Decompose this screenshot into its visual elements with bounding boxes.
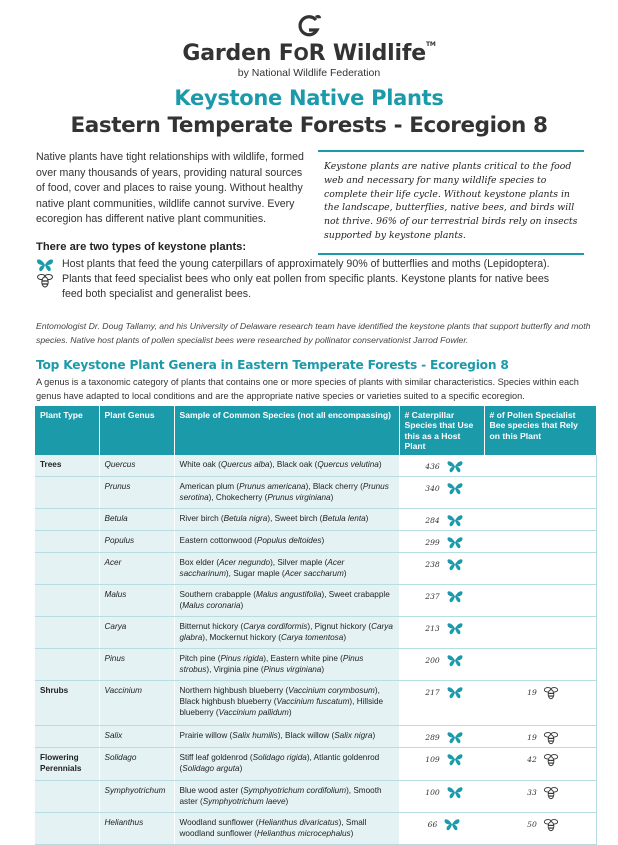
cell-pollen-count bbox=[484, 585, 596, 617]
butterfly-icon bbox=[446, 730, 464, 745]
caterpillar-count: 109 bbox=[425, 755, 440, 765]
table-row bbox=[35, 726, 596, 748]
table-row bbox=[35, 681, 596, 726]
cell-common-species: Northern highbush blueberry (Vaccinium corymbosum), Black highbush blueberry (Vaccinium fuscatum), Hillside blueberry (Vaccinium pallidum) bbox=[174, 681, 399, 726]
caterpillar-count: 217 bbox=[425, 688, 440, 698]
cell-caterpillar-count bbox=[399, 509, 484, 531]
butterfly-icon bbox=[446, 785, 464, 800]
cell-plant-type bbox=[35, 585, 99, 617]
butterfly-icon bbox=[446, 752, 464, 767]
cell-plant-type: Flowering Perennials bbox=[35, 748, 99, 781]
table-header-row bbox=[35, 406, 596, 455]
cell-common-species: White oak (Quercus alba), Black oak (Quercus velutina) bbox=[174, 455, 399, 477]
cell-caterpillar-count bbox=[399, 781, 484, 813]
cell-plant-genus: Betula bbox=[99, 509, 174, 531]
cell-caterpillar-count bbox=[399, 455, 484, 477]
col-pollen-specialist: # of Pollen Specialist Bee species that Rely on this Plant bbox=[484, 406, 596, 455]
caterpillar-count: 289 bbox=[425, 733, 440, 743]
butterfly-icon bbox=[446, 535, 464, 550]
table-row bbox=[35, 553, 596, 585]
cell-pollen-count bbox=[484, 813, 596, 845]
caterpillar-count: 200 bbox=[425, 656, 440, 666]
cell-plant-type bbox=[35, 531, 99, 553]
cell-common-species: River birch (Betula nigra), Sweet birch (Betula lenta) bbox=[174, 509, 399, 531]
cell-caterpillar-count bbox=[399, 553, 484, 585]
pollen-count: 42 bbox=[527, 755, 537, 765]
cell-pollen-count bbox=[484, 531, 596, 553]
cell-common-species: Woodland sunflower (Helianthus divaricatus), Small woodland sunflower (Helianthus microcephalus) bbox=[174, 813, 399, 845]
cell-common-species: Stiff leaf goldenrod (Solidago rigida), Atlantic goldenrod (Solidago arguta) bbox=[174, 748, 399, 781]
caterpillar-count: 237 bbox=[425, 592, 440, 602]
cell-plant-genus: Carya bbox=[99, 617, 174, 649]
cell-common-species: Pitch pine (Pinus rigida), Eastern white pine (Pinus strobus), Virginia pine (Pinus virginiana) bbox=[174, 649, 399, 681]
attribution: Entomologist Dr. Doug Tallamy, and his University of Delaware research team have identified the keystone plants that support butterfly and moth species. Native host plants of pollen specialist bees were researched by pollinator conservationist Jarrod Fowler. bbox=[36, 321, 591, 345]
table-row bbox=[35, 531, 596, 553]
pollen-count: 19 bbox=[527, 688, 537, 698]
butterfly-icon bbox=[446, 557, 464, 572]
cell-caterpillar-count bbox=[399, 649, 484, 681]
table-row bbox=[35, 813, 596, 845]
garden-logo-icon bbox=[296, 14, 322, 38]
section-text: A genus is a taxonomic category of plants that contains one or more species of plants with similar characteristics. Species within each genus have adapted to local conditions and are the appropriate native species or varieties suited to a specific ecoregion. bbox=[36, 377, 579, 401]
caterpillar-count: 213 bbox=[425, 624, 440, 634]
cell-pollen-count bbox=[484, 726, 596, 748]
cell-pollen-count bbox=[484, 748, 596, 781]
table-row bbox=[35, 748, 596, 781]
table-row bbox=[35, 649, 596, 681]
cell-plant-genus: Salix bbox=[99, 726, 174, 748]
intro-paragraph: Native plants have tight relationships with wildlife, formed over many thousands of years, providing natural sources of food, cover and places to raise young. Without healthy native plant communities, wildlife cannot survive. Every ecoregion has different native plant communities. bbox=[36, 151, 304, 226]
page-title: Keystone Native Plants bbox=[174, 86, 444, 110]
logo-brand: Garden FOR Wildlife™ bbox=[182, 41, 436, 66]
cell-common-species: Eastern cottonwood (Populus deltoides) bbox=[174, 531, 399, 553]
cell-pollen-count bbox=[484, 681, 596, 726]
cell-plant-genus: Symphyotrichum bbox=[99, 781, 174, 813]
bee-icon bbox=[543, 817, 559, 832]
butterfly-icon bbox=[446, 621, 464, 636]
butterfly-icon bbox=[446, 653, 464, 668]
cell-plant-type bbox=[35, 477, 99, 509]
col-plant-type: Plant Type bbox=[35, 406, 99, 455]
cell-caterpillar-count bbox=[399, 681, 484, 726]
cell-plant-type: Shrubs bbox=[35, 681, 99, 726]
cell-plant-type bbox=[35, 553, 99, 585]
cell-plant-type bbox=[35, 649, 99, 681]
cell-plant-genus: Pinus bbox=[99, 649, 174, 681]
cell-plant-type bbox=[35, 781, 99, 813]
cell-caterpillar-count bbox=[399, 726, 484, 748]
caterpillar-count: 100 bbox=[425, 788, 440, 798]
caterpillar-count: 436 bbox=[425, 461, 440, 471]
cell-caterpillar-count bbox=[399, 585, 484, 617]
table-row bbox=[35, 509, 596, 531]
bee-icon bbox=[36, 272, 54, 288]
cell-plant-genus: Populus bbox=[99, 531, 174, 553]
col-common-species: Sample of Common Species (not all encompassing) bbox=[174, 406, 399, 455]
types-heading: There are two types of keystone plants: bbox=[36, 241, 247, 253]
cell-caterpillar-count bbox=[399, 748, 484, 781]
caterpillar-count: 340 bbox=[425, 484, 440, 494]
butterfly-icon bbox=[446, 481, 464, 496]
bee-text-2: feed both specialist and generalist bees. bbox=[62, 288, 252, 300]
cell-pollen-count bbox=[484, 477, 596, 509]
cell-common-species: Southern crabapple (Malus angustifolia), Sweet crabapple (Malus coronaria) bbox=[174, 585, 399, 617]
keystone-table bbox=[35, 406, 597, 845]
bee-icon bbox=[543, 685, 559, 700]
caterpillar-count: 284 bbox=[425, 516, 440, 526]
cell-plant-type bbox=[35, 726, 99, 748]
cell-common-species: Bitternut hickory (Carya cordiformis), Pignut hickory (Carya glabra), Mockernut hickory (Carya tomentosa) bbox=[174, 617, 399, 649]
cell-plant-type bbox=[35, 813, 99, 845]
cell-pollen-count bbox=[484, 617, 596, 649]
bee-icon bbox=[543, 730, 559, 745]
bee-icon bbox=[543, 785, 559, 800]
table-row bbox=[35, 455, 596, 477]
cell-caterpillar-count bbox=[399, 813, 484, 845]
bee-text-1: Plants that feed specialist bees who only eat pollen from specific plants. Keystone plants for native bees bbox=[62, 273, 550, 285]
pollen-count: 50 bbox=[527, 820, 537, 830]
caterpillar-count: 238 bbox=[425, 560, 440, 570]
cell-pollen-count bbox=[484, 649, 596, 681]
cell-pollen-count bbox=[484, 509, 596, 531]
cell-plant-genus: Solidago bbox=[99, 748, 174, 781]
butterfly-text: Host plants that feed the young caterpillars of approximately 90% of butterflies and moths (Lepidoptera). bbox=[62, 258, 550, 270]
cell-caterpillar-count bbox=[399, 531, 484, 553]
cell-plant-genus: Helianthus bbox=[99, 813, 174, 845]
cell-common-species: Blue wood aster (Symphyotrichum cordifolium), Smooth aster (Symphyotrichum laeve) bbox=[174, 781, 399, 813]
cell-caterpillar-count bbox=[399, 617, 484, 649]
cell-common-species: Box elder (Acer negundo), Silver maple (Acer saccharinum), Sugar maple (Acer saccharum) bbox=[174, 553, 399, 585]
cell-pollen-count bbox=[484, 455, 596, 477]
butterfly-icon bbox=[446, 685, 464, 700]
cell-common-species: American plum (Prunus americana), Black cherry (Prunus serotina), Chokecherry (Prunus virginiana) bbox=[174, 477, 399, 509]
bee-icon bbox=[543, 752, 559, 767]
keystone-quote: Keystone plants are native plants critical to the food web and necessary for many wildlife species to complete their life cycle. Without keystone plants in the landscape, butterflies, native bees, and birds will not thrive. 96% of our terrestrial birds rely on insects supported by keystone plants. bbox=[318, 152, 584, 255]
table-row bbox=[35, 477, 596, 509]
table-row bbox=[35, 585, 596, 617]
section-heading: Top Keystone Plant Genera in Eastern Temperate Forests - Ecoregion 8 bbox=[36, 358, 509, 372]
cell-plant-genus: Quercus bbox=[99, 455, 174, 477]
pollen-count: 33 bbox=[527, 788, 537, 798]
col-plant-genus: Plant Genus bbox=[99, 406, 174, 455]
caterpillar-count: 66 bbox=[427, 820, 438, 830]
cell-plant-genus: Acer bbox=[99, 553, 174, 585]
cell-caterpillar-count bbox=[399, 477, 484, 509]
cell-pollen-count bbox=[484, 553, 596, 585]
cell-plant-type bbox=[35, 617, 99, 649]
page-subtitle: Eastern Temperate Forests - Ecoregion 8 bbox=[70, 113, 548, 138]
cell-plant-type: Trees bbox=[35, 455, 99, 477]
table-row bbox=[35, 617, 596, 649]
cell-plant-genus: Vaccinium bbox=[99, 681, 174, 726]
cell-pollen-count bbox=[484, 781, 596, 813]
butterfly-icon bbox=[446, 513, 464, 528]
logo-subtitle: by National Wildlife Federation bbox=[237, 67, 381, 79]
butterfly-icon bbox=[36, 257, 54, 273]
table-body bbox=[35, 455, 596, 845]
cell-plant-genus: Malus bbox=[99, 585, 174, 617]
butterfly-icon bbox=[443, 817, 461, 832]
cell-plant-type bbox=[35, 509, 99, 531]
table-row bbox=[35, 781, 596, 813]
cell-common-species: Prairie willow (Salix humilis), Black willow (Salix nigra) bbox=[174, 726, 399, 748]
butterfly-icon bbox=[446, 589, 464, 604]
butterfly-icon bbox=[446, 459, 464, 474]
col-caterpillar-species: # Caterpillar Species that Use this as a Host Plant bbox=[399, 406, 484, 455]
cell-plant-genus: Prunus bbox=[99, 477, 174, 509]
logo bbox=[0, 14, 618, 79]
pollen-count: 19 bbox=[527, 733, 537, 743]
caterpillar-count: 299 bbox=[425, 538, 440, 548]
